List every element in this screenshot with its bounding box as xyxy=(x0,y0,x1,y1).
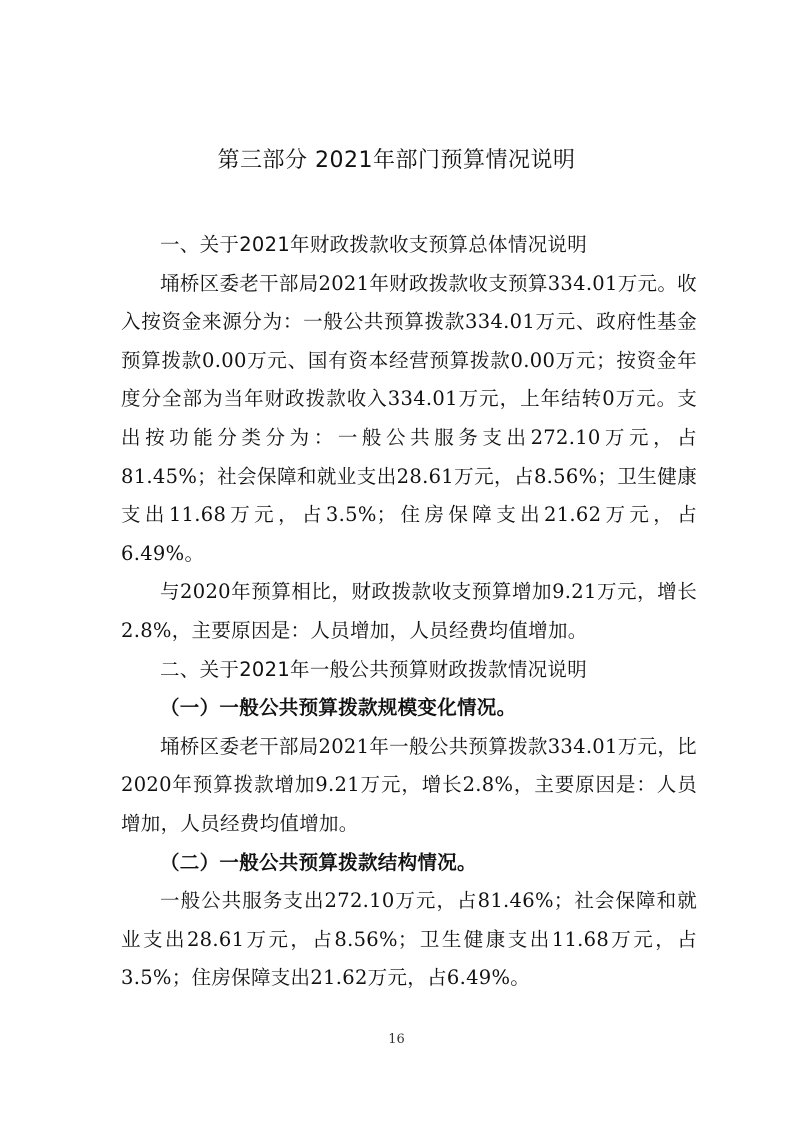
section-2-heading: 二、关于2021年一般公共预算财政拨款情况说明 xyxy=(160,657,588,681)
section-1-paragraph-2: 与2020年预算相比，财政拨款收支预算增加9.21万元，增长2.8%，主要原因是：人员增加，人员经费均值增加。 xyxy=(121,580,697,642)
section-1-paragraph-1: 埇桥区委老干部局2021年财政拨款收支预算334.01万元。收入按资金来源分为：一般公共预算拨款334.01万元、政府性基金预算拨款0.00万元、国有资本经营预算拨款0.00万元；按资金年度分全部为当年财政拨款收入334.01万元，上年结转0万元。支出按功能分类分为：一般公共服务支出272.10万元，占81.45%；社会保障和就业支出28.61万元，占8.56%；卫生健康支出11.68万元，占3.5%；住房保障支出21.62万元，占6.49%。 xyxy=(121,271,697,565)
page-number: 16 xyxy=(388,1032,405,1047)
page-title: 第三部分 2021年部门预算情况说明 xyxy=(217,148,576,173)
subsection-1-paragraph: 埇桥区委老干部局2021年一般公共预算拨款334.01万元，比2020年预算拨款增加9.21万元，增长2.8%，主要原因是：人员增加，人员经费均值增加。 xyxy=(121,734,697,835)
subsection-2-paragraph: 一般公共服务支出272.10万元，占81.46%；社会保障和就业支出28.61万元，占8.56%；卫生健康支出11.68万元，占3.5%；住房保障支出21.62万元，占6.49%。 xyxy=(121,889,697,990)
subsection-2-heading: （二）一般公共预算拨款结构情况。 xyxy=(160,850,477,874)
section-1-heading: 一、关于2021年财政拨款收支预算总体情况说明 xyxy=(160,233,588,256)
document-body xyxy=(121,226,697,998)
subsection-1-heading: （一）一般公共预算拨款规模变化情况。 xyxy=(160,696,517,720)
